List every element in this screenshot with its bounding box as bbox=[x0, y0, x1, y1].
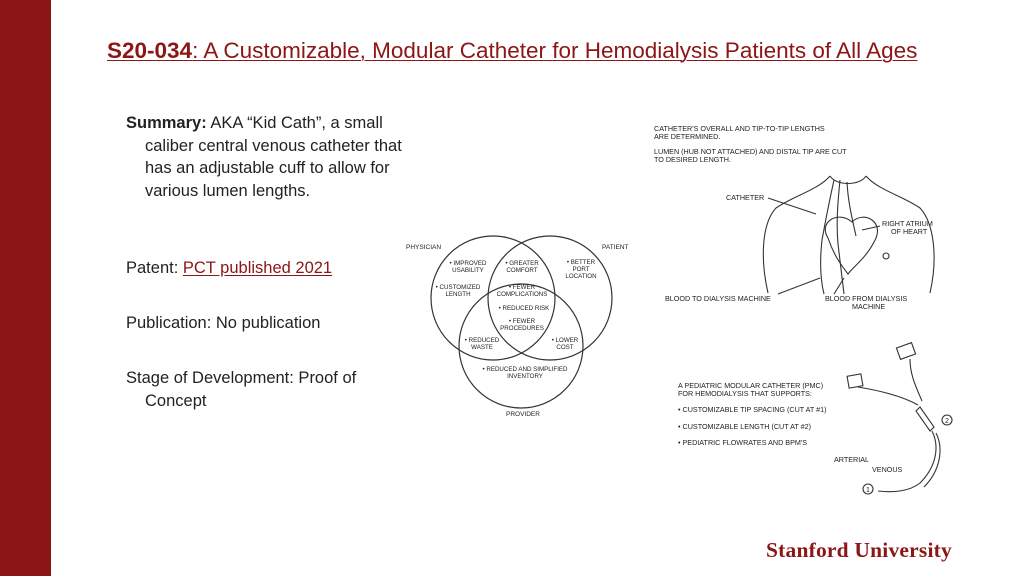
catheter-tube-2 bbox=[837, 180, 844, 294]
extension-line-2 bbox=[858, 387, 918, 405]
pmc-heading-1: A PEDIATRIC MODULAR CATHETER (PMC) bbox=[678, 381, 824, 390]
catheter-hub bbox=[916, 407, 934, 431]
better-line-3: LOCATION bbox=[565, 273, 597, 280]
greater-line-2: COMFORT bbox=[506, 267, 538, 274]
patient-circle bbox=[488, 236, 612, 360]
atrium-label-1: RIGHT ATRIUM bbox=[882, 219, 933, 228]
patient-label: PATIENT bbox=[602, 244, 629, 251]
pmc-bullet-1: • CUSTOMIZABLE TIP SPACING (CUT AT #1) bbox=[678, 405, 827, 414]
title-text: : A Customizable, Modular Catheter for Hemodialysis Patients of All Ages bbox=[192, 38, 918, 63]
blood-from-label-2: MACHINE bbox=[852, 302, 886, 311]
fewer-procedures-line-1: • FEWER bbox=[508, 318, 536, 325]
fewer-procedures-line-2: PROCEDURES bbox=[500, 325, 544, 332]
summary-paragraph bbox=[126, 112, 415, 202]
chest-caption-3: LUMEN (HUB NOT ATTACHED) AND DISTAL TIP ARE CUT bbox=[654, 147, 847, 156]
blood-to-label: BLOOD TO DIALYSIS MACHINE bbox=[665, 294, 771, 303]
torso-left-outline bbox=[763, 176, 830, 293]
catheter-leader bbox=[768, 198, 816, 214]
marker-2: 2 bbox=[945, 418, 949, 425]
reduced-risk: • REDUCED RISK bbox=[498, 305, 550, 312]
patent-link[interactable]: PCT published 2021 bbox=[182, 259, 333, 277]
pmc-bullet-2: • CUSTOMIZABLE LENGTH (CUT AT #2) bbox=[678, 422, 811, 431]
catheter-tube-3 bbox=[847, 182, 856, 236]
publication-line: Publication: No publication bbox=[126, 314, 321, 332]
summary-text: AKA “Kid Cath”, a small caliber central venous catheter that has an adjustable cuff to allow for various lumen lengths. bbox=[145, 114, 402, 200]
improved-line-1: • IMPROVED bbox=[449, 260, 487, 267]
provider-label: PROVIDER bbox=[506, 411, 540, 418]
fewer-complications-line-2: COMPLICATIONS bbox=[496, 291, 548, 298]
title-code: S20-034 bbox=[107, 38, 193, 63]
simplified-line-1: • REDUCED AND SIMPLIFIED bbox=[482, 366, 568, 373]
marker-1: 1 bbox=[866, 487, 870, 494]
better-line-1: • BETTER bbox=[566, 259, 596, 266]
neck-outline bbox=[830, 176, 866, 184]
customized-line-1: • CUSTOMIZED bbox=[435, 284, 481, 291]
physician-label: PHYSICIAN bbox=[406, 244, 442, 251]
simplified-line-2: INVENTORY bbox=[507, 373, 543, 380]
arterial-label: ARTERIAL bbox=[834, 455, 870, 464]
chest-caption-2: ARE DETERMINED. bbox=[654, 132, 721, 141]
reduced-waste-line-1: • REDUCED bbox=[464, 337, 500, 344]
stanford-logo: Stanford University bbox=[766, 538, 952, 562]
patent-line bbox=[126, 257, 396, 280]
fewer-complications-line-1: • FEWER bbox=[508, 284, 536, 291]
pmc-heading-2: FOR HEMODIALYSIS THAT SUPPORTS: bbox=[678, 389, 812, 398]
patent-label: Patent: bbox=[126, 259, 183, 277]
greater-line-1: • GREATER bbox=[505, 260, 539, 267]
reduced-waste-line-2: WASTE bbox=[471, 344, 493, 351]
atrium-label-2: OF HEART bbox=[891, 227, 928, 236]
chest-caption-1: CATHETER'S OVERALL AND TIP-TO-TIP LENGTHS bbox=[654, 124, 825, 133]
blood-to-leader bbox=[778, 278, 820, 294]
catheter-label: CATHETER bbox=[726, 193, 765, 202]
better-line-2: PORT bbox=[572, 266, 590, 273]
venn-diagram bbox=[402, 228, 638, 424]
catheter-body-outer bbox=[924, 433, 940, 487]
lower-cost-line-1: • LOWER bbox=[551, 337, 579, 344]
slide-title bbox=[107, 38, 947, 64]
stage-line: Stage of Development: Proof of Concept bbox=[126, 369, 357, 410]
nipple-mark bbox=[883, 253, 889, 259]
chest-caption-4: TO DESIRED LENGTH. bbox=[654, 155, 731, 164]
extension-line-1 bbox=[910, 359, 922, 401]
heart-shape bbox=[825, 217, 877, 274]
lower-cost-line-2: COST bbox=[556, 344, 574, 351]
left-accent-bar bbox=[0, 0, 51, 576]
catheter-placement-figure bbox=[648, 118, 948, 318]
pediatric-catheter-figure bbox=[672, 335, 962, 505]
summary-label: Summary: bbox=[126, 114, 207, 132]
venous-label: VENOUS bbox=[872, 465, 903, 474]
hub-cap-2 bbox=[847, 374, 863, 388]
pmc-bullet-3: • PEDIATRIC FLOWRATES AND BPM'S bbox=[678, 438, 808, 447]
improved-line-2: USABILITY bbox=[452, 267, 484, 274]
customized-line-2: LENGTH bbox=[445, 291, 471, 298]
blood-from-label-1: BLOOD FROM DIALYSIS bbox=[825, 294, 908, 303]
hub-cap-1 bbox=[896, 343, 915, 360]
